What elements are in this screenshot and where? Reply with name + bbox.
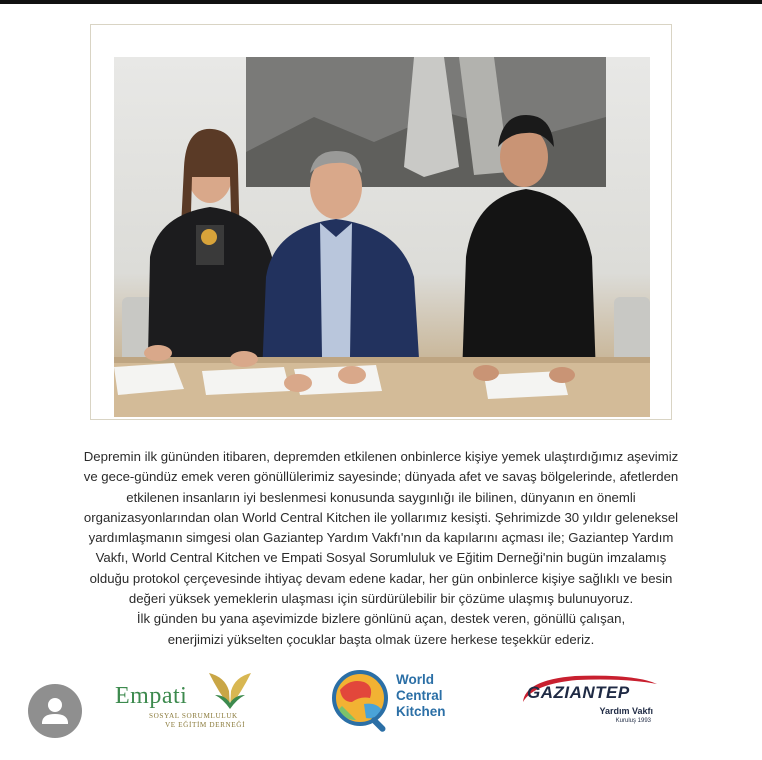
photo-frame [90,24,672,420]
butterfly-icon [205,669,255,711]
empati-logo-subtitle-1: SOSYAL SORUMLULUK [149,712,238,720]
user-avatar-icon[interactable] [28,684,82,738]
world-central-kitchen-logo[interactable] [330,666,470,734]
person-icon [28,684,82,738]
gaziantep-yardim-vakfi-logo[interactable] [515,672,665,732]
top-bar [0,0,762,4]
post-photo [114,57,650,417]
wck-logo-name: World Central Kitchen [396,672,446,719]
post-text: Depremin ilk gününden itibaren, depremden etkilenen onbinlerce kişiye yemek ulaştırdığımız aşevimiz ve gece-gündüz emek veren gönüllülerimiz sayesinde; dünyada afet ve savaş bölgelerinde, afetlerden etkilenen insanların iyi beslenmesi konusunda saygınlığı ile bilinen, dünyanın en önemli organizasyonlarından olan World Central Kitchen ile yollarımız kesişti. Şehrimizde 30 yıldır geleneksel yardımlaşmanın simgesi olan Gaziantep Yardım Vakfı'nın da kapılarını açması ile; Gaziantep Yardım Vakfı, World Central Kitchen ve Empati Sosyal Sorumluluk ve Eğitim Derneği'nin bugün imzalamış olduğu protokol çerçevesinde ihtiyaç devam edene kadar, her gün onbinlerce kişiye sağlıklı ve besin değeri yüksek yemeklerin ulaşması için sürdürülebilir bir çözüme ulaşmış bulunuyoruz. İlk günden bu yana aşevimizde bizlere gönlünü açan, destek veren, gönüllü çalışan, enerjimizi yükselten çocuklar başta olmak üzere herkese teşekkür ederiz. [83,449,679,647]
empati-logo-name: Empati [115,683,188,709]
gaziantep-logo-subtitle: Yardım Vakfı [599,706,653,716]
empati-logo[interactable] [113,669,273,731]
signing-photo-illustration [114,57,650,417]
globe-spoon-icon [330,668,396,734]
gaziantep-logo-name: GAZIANTEP [527,683,630,702]
empati-logo-subtitle-2: VE EĞİTİM DERNEĞİ [165,721,246,729]
gaziantep-logo-since: Kuruluş 1993 [615,718,651,724]
